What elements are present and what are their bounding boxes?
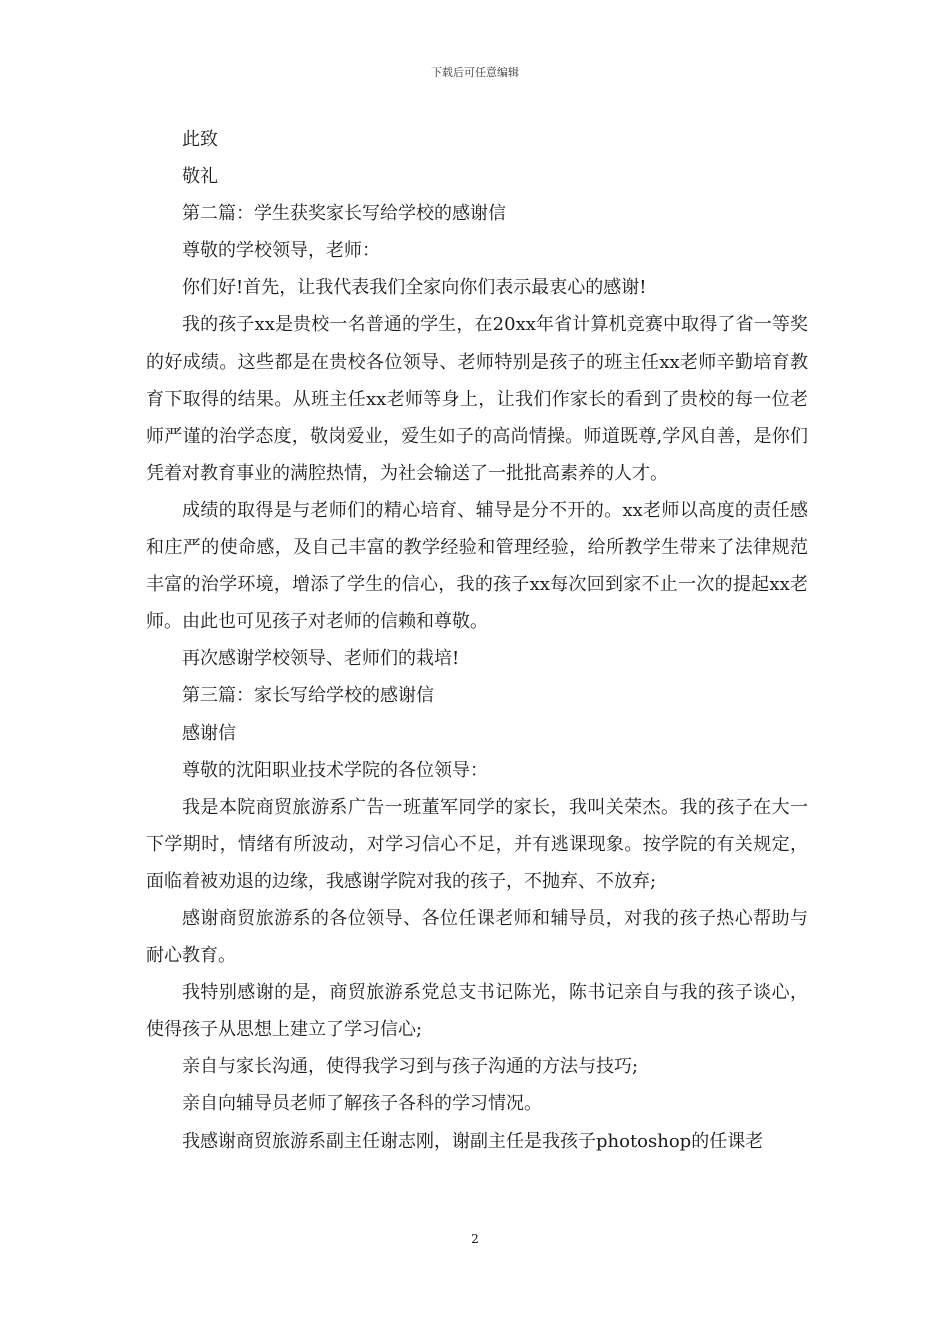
paragraph: 我是本院商贸旅游系广告一班董军同学的家长，我叫关荣杰。我的孩子在大一下学期时，情绪有所波动，对学习信心不足，并有逃课现象。按学院的有关规定，面临着被劝退的边缘，我感谢学院对我的孩子，不抛弃、不放弃; (146, 796, 808, 892)
section-heading: 第二篇：学生获奖家长写给学校的感谢信 (182, 203, 506, 225)
page-number: 2 (471, 1232, 479, 1246)
paragraph: 感谢商贸旅游系的各位领导、各位任课老师和辅导员，对我的孩子热心帮助与耐心教育。 (146, 907, 808, 967)
letter-salutation: 尊敬的沈阳职业技术学院的各位领导： (182, 759, 488, 781)
letter-title: 感谢信 (182, 722, 236, 744)
paragraph: 我特别感谢的是，商贸旅游系党总支书记陈光，陈书记亲自与我的孩子谈心，使得孩子从思想上建立了学习信心; (146, 982, 808, 1041)
paragraph: 再次感谢学校领导、老师们的栽培! (182, 648, 460, 670)
section-heading: 第三篇：家长写给学校的感谢信 (182, 685, 434, 707)
paragraph: 你们好!首先，让我代表我们全家向你们表示最衷心的感谢! (182, 277, 647, 299)
document-body (146, 121, 808, 1160)
paragraph: 亲自与家长沟通，使得我学习到与孩子沟通的方法与技巧; (182, 1056, 639, 1078)
page-header: 下载后可任意编辑 (431, 66, 519, 79)
letter-salutation: 尊敬的学校领导，老师： (182, 240, 380, 262)
paragraph: 亲自向辅导员老师了解孩子各科的学习情况。 (182, 1093, 542, 1115)
paragraph: 我感谢商贸旅游系副主任谢志刚，谢副主任是我孩子photoshop的任课老 (182, 1130, 764, 1152)
paragraph: 我的孩子xx是贵校一名普通的学生，在20xx年省计算机竞赛中取得了省一等奖的好成绩。这些都是在贵校各位领导、老师特别是孩子的班主任xx老师辛勤培育教育下取得的结果。从班主任xx老师等身上，让我们作家长的看到了贵校的每一位老师严谨的治学态度，敬岗爱业，爱生如子的高尚情操。师道既尊,学风自善，是你们凭着对教育事业的满腔热情，为社会输送了一批批高素养的人才。 (146, 314, 808, 484)
closing-line: 此致 (182, 129, 218, 150)
paragraph: 成绩的取得是与老师们的精心培育、辅导是分不开的。xx老师以高度的责任感和庄严的使命感，及自己丰富的教学经验和管理经验，给所教学生带来了法律规范丰富的治学环境，增添了学生的信心，我的孩子xx每次回到家不止一次的提起xx老师。由此也可见孩子对老师的信赖和尊敬。 (146, 499, 808, 633)
closing-salutation: 敬礼 (182, 166, 218, 188)
